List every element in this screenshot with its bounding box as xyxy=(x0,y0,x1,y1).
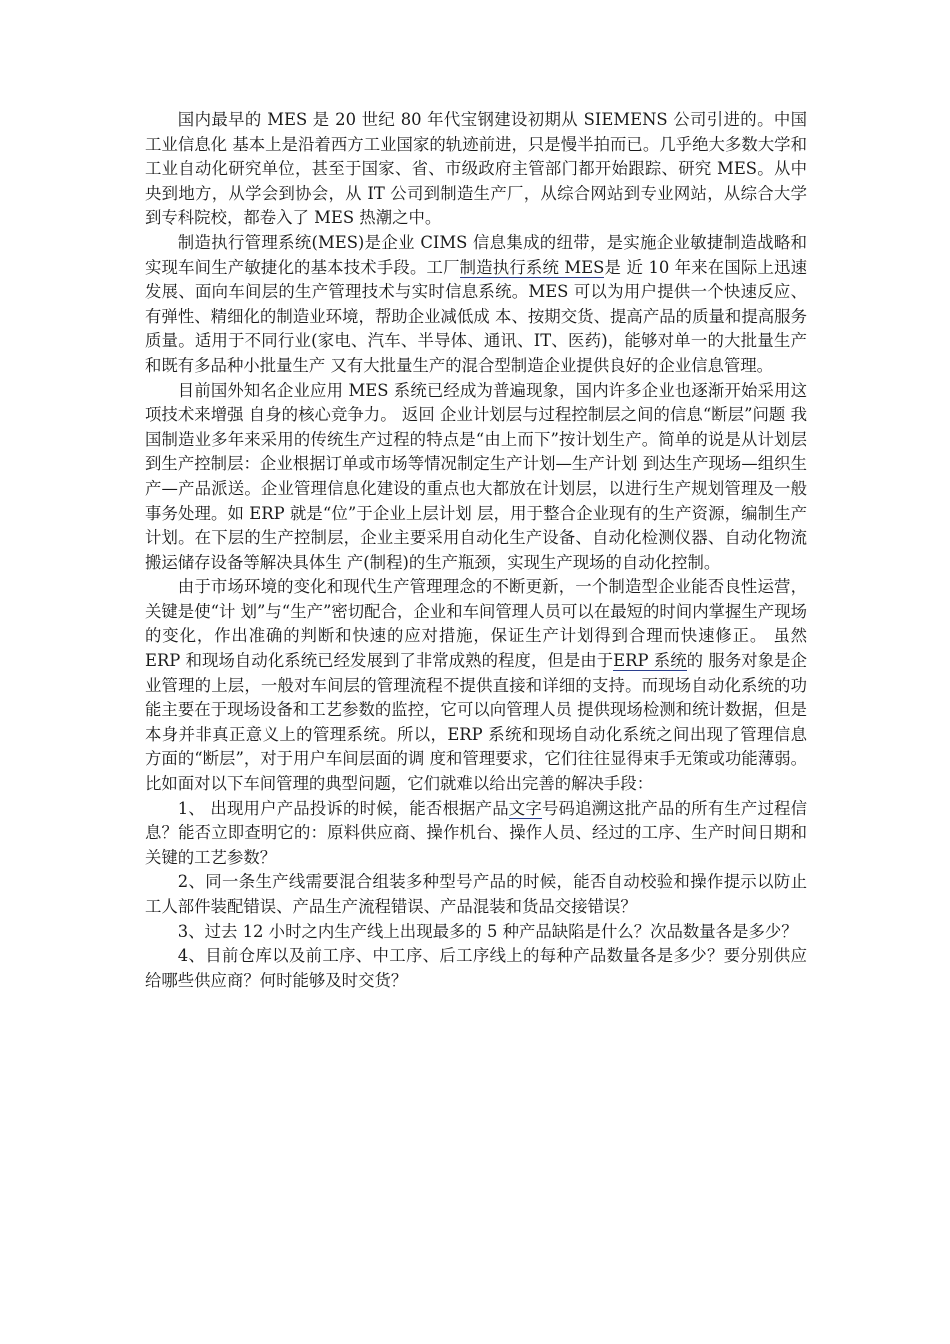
question-item: 2、同一条生产线需要混合组装多种型号产品的时候，能否自动校验和操作提示以防止工人部件装配错误、产品生产流程错误、产品混装和货品交接错误？ xyxy=(145,872,807,916)
paragraph-mes-history: 国内最早的 MES 是 20 世纪 80 年代宝钢建设初期从 SIEMENS 公司引进的。中国工业信息化 基本上是沿着西方工业国家的轨迹前进，只是慢半拍而已。几乎绝大多数大学和工业自动化研究单位，甚至于国家、省、市级政府主管部门都开始跟踪、研究 MES。从中央到地方，从学会到协会，从 IT 公司到制造生产厂，从综合网站到专业网站，从综合大学到专科院校，都卷入了 MES 热潮之中。 xyxy=(145,110,807,228)
paragraph-mes-definition xyxy=(145,231,807,379)
paragraph-text: 的 服务对象是企业管理的上层，一般对车间层的管理流程不提供直接和详细的支持。而现场自动化系统的功能主要在于现场设备和工艺参数的监控，它可以向管理人员 提供现场检测和统计数据，但是本身并非真正意义上的管理系统。所以，ERP 系统和现场自动化系统之间出现了管理信息方面的“断层”，对于用户车间层面的调 度和管理要求，它们往往显得束手无策或功能薄弱。比如面对以下车间管理的典型问题，它们就难以给出完善的解决手段： xyxy=(145,651,807,794)
paragraph-text: 制造执行管理系统(MES)是企业 CIMS 信息集成的纽带，是实施企业敏捷制造战略和实现车间生产敏捷化的基本技术手段。工厂 xyxy=(145,232,807,277)
paragraph-text: 是 近 10 年来在国际上迅速发展、面向车间层的生产管理技术与实时信息系统。MES 可以为用户提供一个快速反应、有弹性、精细化的制造业环境，帮助企业减低成 本、按期交货、提高产品的质量和提高服务质量。适用于不同行业(家电、汽车、半导体、通讯、IT、医药)，能够对单一的大批量生产和既有多品种小批量生产 又有大批量生产的混合型制造企业提供良好的企业信息管理。 xyxy=(145,257,807,375)
paragraph-text: 由于市场环境的变化和现代生产管理理念的不断更新，一个制造型企业能否良性运营，关键是使“计 划”与“生产”密切配合，企业和车间管理人员可以在最短的时间内掌握生产现场的变化，作出准确的判断和快速的应对措施，保证生产计划得到合理而快速修正。 虽然 ERP 和现场自动化系统已经发展到了非常成熟的程度，但是由于 xyxy=(145,577,807,671)
text-link[interactable]: 文字 xyxy=(508,798,542,818)
paragraph-information-gap: 目前国外知名企业应用 MES 系统已经成为普遍现象，国内许多企业也逐渐开始采用这项技术来增强 自身的核心竞争力。 返回 企业计划层与过程控制层之间的信息“断层”问题 我国制造业多年来采用的传统生产过程的特点是“由上而下”按计划生产。简单的说是从计划层到生产控制层：企业根据订单或市场等情况制定生产计划—生产计划 到达生产现场—组织生产—产品派送。企业管理信息化建设的重点也大都放在计划层，以进行生产规划管理及一般事务处理。如 ERP 就是“位”于企业上层计划 层，用于整合企业现有的生产资源，编制生产计划。在下层的生产控制层，企业主要采用自动化生产设备、自动化检测仪器、自动化物流搬运储存设备等解决具体生 产(制程)的生产瓶颈，实现生产现场的自动化控制。 xyxy=(145,380,807,572)
document-body xyxy=(145,108,807,993)
question-text: 号码追溯这批产品的所有生产过程信息？能否立即查明它的：原料供应商、操作机台、操作人员、经过的工序、生产时间日期和关键的工艺参数？ xyxy=(145,798,808,867)
question-text: 1、 出现用户产品投诉的时候，能否根据产品 xyxy=(177,798,509,818)
question-item xyxy=(145,797,807,871)
question-item: 3、过去 12 小时之内生产线上出现最多的 5 种产品缺陷是什么？次品数量各是多少？ xyxy=(177,921,798,941)
question-item: 4、目前仓库以及前工序、中工序、后工序线上的每种产品数量各是多少？要分别供应给哪些供应商？何时能够及时交货？ xyxy=(145,946,807,990)
mes-link[interactable]: 制造执行系统 MES xyxy=(459,257,605,277)
erp-system-link[interactable]: ERP 系统 xyxy=(613,651,687,671)
paragraph-market-change xyxy=(145,575,807,796)
